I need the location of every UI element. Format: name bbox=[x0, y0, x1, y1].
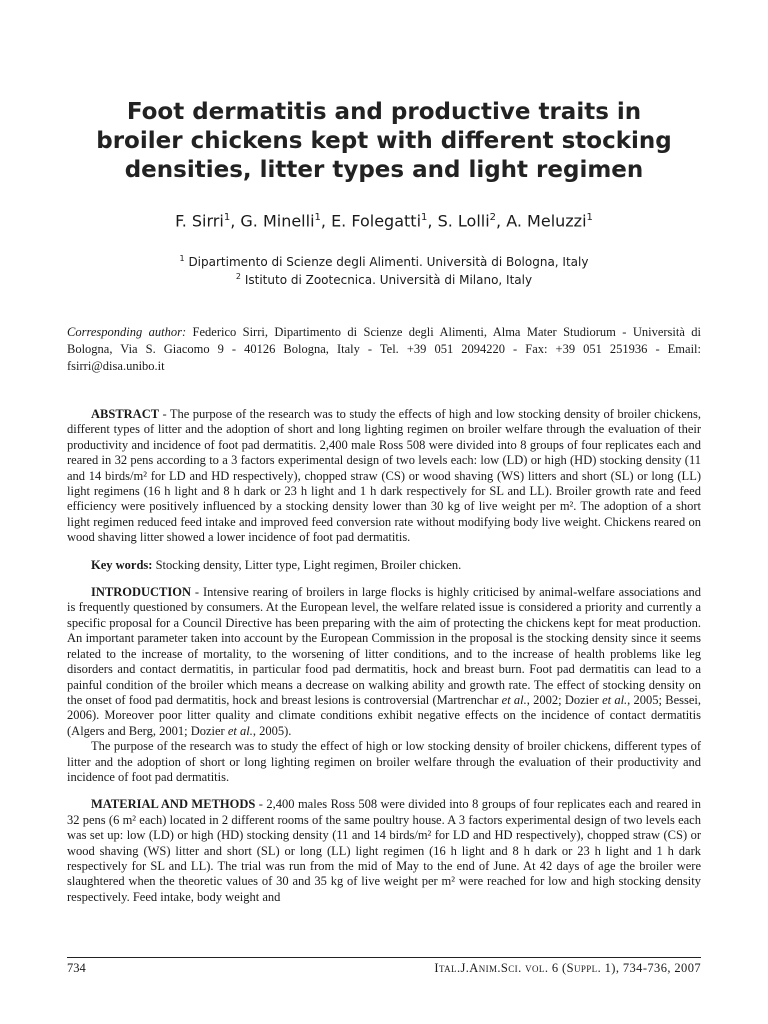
author-affiliation-number: 1 bbox=[223, 212, 231, 223]
affiliation-text: Istituto di Zootecnica. Università di Milano, Italy bbox=[244, 273, 533, 287]
author-affiliation-number: 1 bbox=[314, 212, 321, 223]
affiliation bbox=[40, 251, 728, 270]
corresponding-label: Corresponding author: bbox=[67, 325, 187, 339]
author-affiliation-number: 1 bbox=[421, 212, 428, 223]
introduction-text: , 2005). bbox=[252, 723, 292, 738]
title-line: densities, litter types and light regimen bbox=[124, 157, 644, 183]
introduction-text: - Intensive rearing of broilers in large flocks is highly criticised by animal-welfare associations and is frequently questioned by consumers. At the European level, the welfare related issue is considered a priority and currently a specific proposal for a Council Directive has been preparing with the aim of protecting the chickens kept for meat production. An important parameter taken into account by the European Commission in the proposal is the stocking density since it seems related to the increase of mortality, to the worsening of litter conditions, and to the increase of health problems like leg disorders and contact dermatitis, in particular food pad dermatitis, hock and breast burn. Foot pad dermatitis can lead to a painful condition of the broiler which means a decrease on walking ability and growth rate. The effect of stocking density on the onset of food pad dermatitis, hock and breast lesions is controversial (Martrenchar bbox=[67, 585, 701, 707]
abstract-text: - The purpose of the research was to study the effects of high and low stocking density of broiler chickens, different types of litter and the adoption of short and long lighting regimen on broiler welfare through the evaluation of their productivity and incidence of foot pad dermatitis. 2,400 male Ross 508 were divided into 8 groups of four replicates each and reared in 32 pens according to a 3 factors experimental design of two levels each: low (LD) or high (HD) stocking density (11 and 14 birds/m² for LD and HD respectively), chopped straw (CS) or wood shaving (WS) litters and short (SL) or long (LL) light regimens (16 h light and 8 h dark or 23 h light and 1 h dark respectively for SL and LL). Broiler growth rate and feed efficiency were positively influenced by a stocking density lower than 30 kg of live weight per m². The adoption of a short light regimen reduced feed intake and improved feed conversion rate without modifying body live weight. Chickens reared on wood shaving litter showed a lower incidence of foot pad dermatitis. bbox=[67, 407, 701, 545]
purpose-paragraph: The purpose of the research was to study the effect of high or low stocking density of broiler chickens, different types of litter and the adoption of short or long lighting regimen on broiler welfare through the evaluation of their productivity and incidence of foot pad dermatitis. bbox=[67, 739, 701, 784]
affiliation bbox=[40, 269, 728, 288]
author-name: E. Folegatti bbox=[331, 211, 422, 231]
et-al: et al. bbox=[602, 692, 628, 707]
author-name: S. Lolli bbox=[437, 211, 490, 231]
keywords-label: Key words: bbox=[91, 557, 153, 572]
methods-text: - 2,400 males Ross 508 were divided into 8 groups of four replicates each and reared in 32 pens (6 m² each) located in 2 different rooms of the same poultry house. A 3 factors experimental design of two levels each was set up: low (LD) or high (HD) stocking density (11 and 14 birds/m² for LD and HD respectively), chopped straw (CS) or wood shaving (WS) litter and short (SL) or long (LL) light regimen (16 h light and 8 h dark or 23 h light and 1 h dark respectively for SL and LL). The trial was run from the mid of May to the end of June. At 42 days of age the broiler were slaughtered when the theoretic values of 30 and 35 kg of live weight per m² were reached for low and high stocking density respectively. Feed intake, body weight and bbox=[67, 797, 701, 904]
introduction-label: INTRODUCTION bbox=[91, 585, 192, 600]
author-affiliation-number: 1 bbox=[586, 212, 593, 223]
methods-label: MATERIAL AND METHODS bbox=[91, 797, 256, 812]
journal-citation: Ital.J.Anim.Sci. vol. 6 (Suppl. 1), 734-736, 2007 bbox=[434, 961, 701, 975]
author-name: G. Minelli bbox=[240, 211, 315, 231]
methods-paragraph bbox=[67, 797, 701, 905]
title-line: Foot dermatitis and productive traits in bbox=[126, 99, 642, 125]
author-name: A. Meluzzi bbox=[506, 211, 587, 231]
page-footer bbox=[67, 957, 701, 975]
affiliation-text: Dipartimento di Scienze degli Alimenti. Università di Bologna, Italy bbox=[188, 255, 589, 269]
keywords-paragraph bbox=[67, 558, 701, 573]
introduction-paragraph bbox=[67, 585, 701, 739]
abstract-paragraph bbox=[67, 407, 701, 546]
keywords-text: Stocking density, Litter type, Light regimen, Broiler chicken. bbox=[152, 557, 462, 572]
affiliation-number: 1 bbox=[179, 254, 185, 263]
abstract-label: ABSTRACT bbox=[91, 407, 160, 421]
author-list: F. Sirri$^1$, G. Minelli$^1$, E. Folegatti$^1$, S. Lolli$^2$, A. Meluzzi$^1$ bbox=[175, 211, 593, 231]
paper-title bbox=[40, 98, 728, 185]
affiliation-number: 2 bbox=[235, 272, 242, 281]
introduction-text: , 2002; Dozier bbox=[526, 692, 603, 707]
et-al: et al. bbox=[227, 723, 253, 738]
corresponding-author bbox=[67, 324, 701, 375]
title-line: broiler chickens kept with different stocking bbox=[96, 128, 672, 154]
author-name: F. Sirri bbox=[175, 211, 224, 231]
body-text bbox=[67, 407, 701, 905]
introduction-text: , 2005; Bessei, 2006). Moreover poor litter quality and climate conditions exhibit negative effects on the incidence of contact dermatitis (Algers and Berg, 2001; Dozier bbox=[67, 692, 702, 738]
page-number: 734 bbox=[67, 961, 86, 975]
author-affiliation-number: 2 bbox=[489, 212, 497, 223]
corresponding-text: Federico Sirri, Dipartimento di Scienze degli Alimenti, Alma Mater Studiorum - Università di Bologna, Via S. Giacomo 9 - 40126 Bologna, Italy - Tel. +39 051 2094220 - Fax: +39 051 251936 - Email: fsirri@disa.unibo.it bbox=[67, 325, 701, 373]
et-al: et al. bbox=[501, 692, 527, 707]
